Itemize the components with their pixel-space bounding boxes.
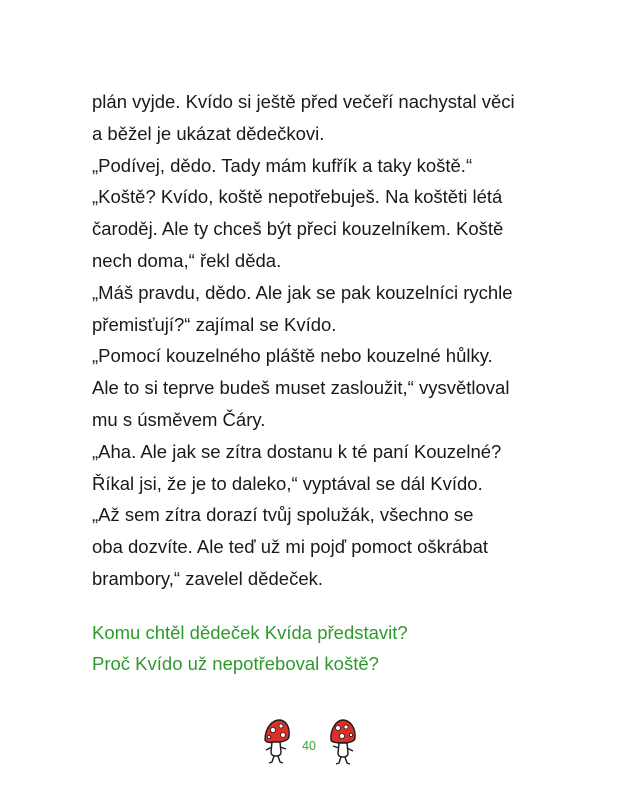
story-line: „Až sem zítra dorazí tvůj spolužák, všechno se <box>92 504 474 526</box>
story-line: oba dozvíte. Ale teď už mi pojď pomoct oškrábat <box>92 536 489 558</box>
story-line: nech doma,“ řekl děda. <box>92 249 282 271</box>
story-line: „Podívej, dědo. Tady mám kufřík a taky koště.“ <box>92 154 473 176</box>
story-line: Ale to si teprve budeš muset zasloužit,“ vysvětloval <box>92 377 510 399</box>
comprehension-questions <box>92 617 562 679</box>
story-line: a běžel je ukázat dědečkovi. <box>92 122 325 144</box>
mushroom-icon <box>328 718 358 766</box>
story-line: „Pomocí kouzelného pláště nebo kouzelné hůlky. <box>92 345 493 367</box>
page-number: 40 <box>302 739 316 753</box>
story-line: plán vyjde. Kvído si ještě před večeří nachystal věci <box>92 91 515 112</box>
mushroom-icon <box>262 718 292 766</box>
story-line: „Aha. Ale jak se zítra dostanu k té paní Kouzelné? <box>92 440 502 462</box>
story-line: čaroděj. Ale ty chceš být přeci kouzelníkem. Koště <box>92 218 504 240</box>
story-line: mu s úsměvem Čáry. <box>92 408 266 430</box>
story-line: brambory,“ zavelel dědeček. <box>92 567 324 589</box>
story-line: přemisťují?“ zajímal se Kvído. <box>92 313 337 335</box>
page-footer <box>0 718 618 768</box>
story-text <box>92 86 562 595</box>
question-line: Proč Kvído už nepotřeboval koště? <box>92 653 379 674</box>
story-line: Říkal jsi, že je to daleko,“ vyptával se dál Kvído. <box>92 472 483 494</box>
story-line: „Máš pravdu, dědo. Ale jak se pak kouzelníci rychle <box>92 281 513 303</box>
question-line: Komu chtěl dědeček Kvída představit? <box>92 622 408 643</box>
story-line: „Koště? Kvído, koště nepotřebuješ. Na koštěti létá <box>92 186 503 208</box>
